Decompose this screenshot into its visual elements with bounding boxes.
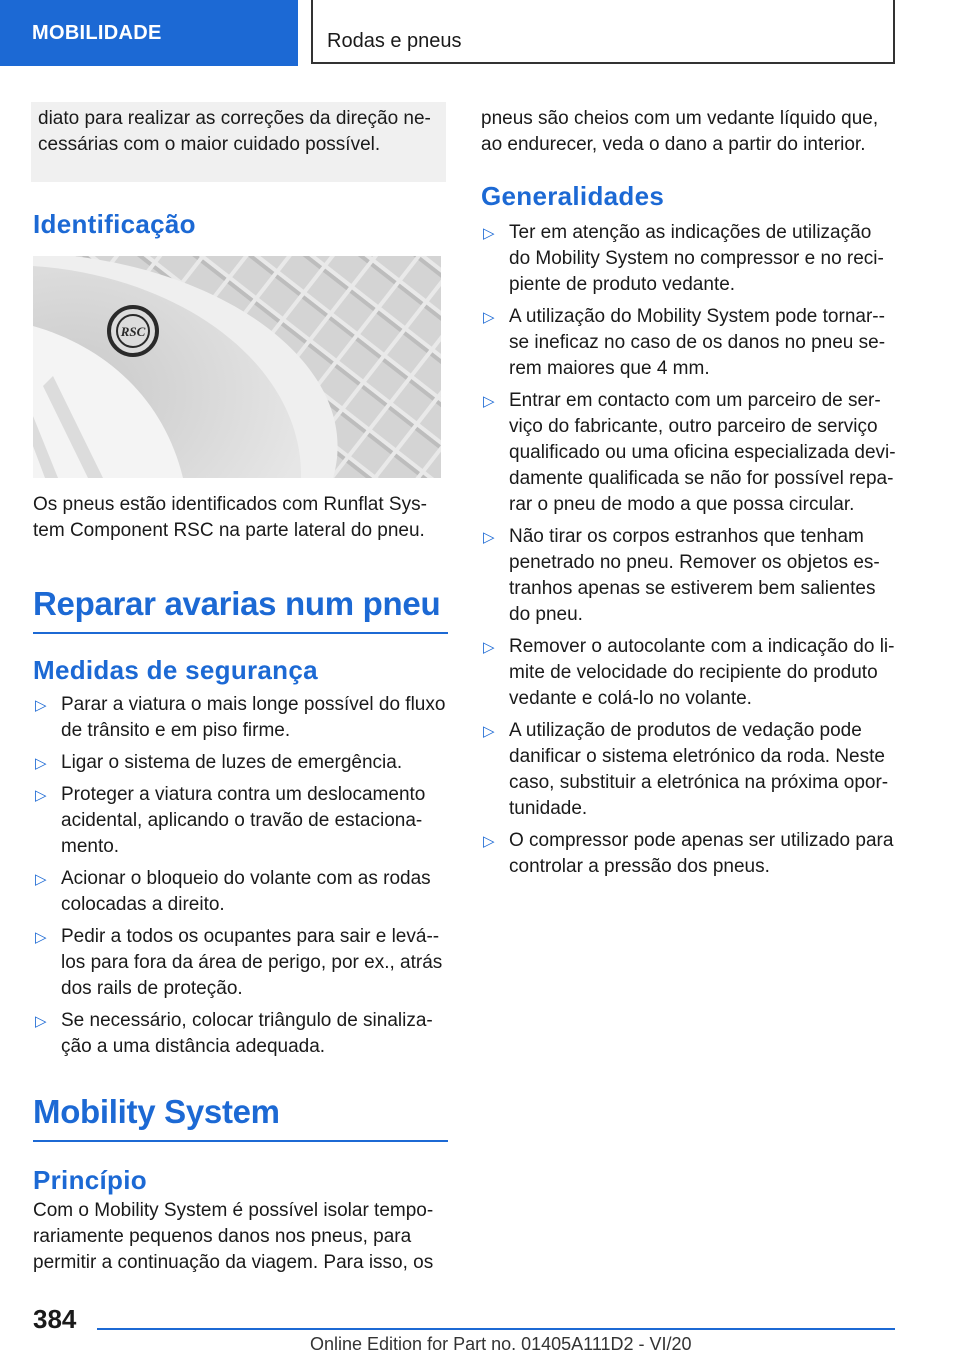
list-item: ▷ Entrar em contacto com um parceiro de ser-viço do fabricante, outro parceiro de serviço qualificado ou uma oficina especializada devi-damente qualificada se não for possível repa-rar o pneu de modo a que possa circular.	[483, 390, 896, 515]
bullet-triangle-icon: ▷	[483, 309, 495, 326]
list-item: ▷ Acionar o bloqueio do volante com as rodas colocadas a direito.	[35, 868, 431, 915]
heading-identification: Identificação	[33, 209, 196, 239]
left-column	[33, 102, 448, 1276]
bullet-triangle-icon: ▷	[35, 697, 47, 714]
heading-repair-tire: Reparar avarias num pneu	[33, 585, 441, 622]
general-list	[481, 220, 896, 880]
page-number: 384	[33, 1304, 77, 1334]
list-item: ▷ Ter em atenção as indicações de utilização do Mobility System no compressor e no reci-piente de produto vedante.	[483, 222, 884, 295]
principle-paragraph: Com o Mobility System é possível isolar tempo-rariamente pequenos danos nos pneus, para permitir a continuação da viagem. Para isso, os	[33, 1200, 434, 1273]
chapter-title: Rodas e pneus	[311, 0, 895, 64]
list-item: ▷ Parar a viatura o mais longe possível do fluxo de trânsito e em piso firme.	[35, 694, 446, 741]
heading-rule	[33, 632, 448, 634]
list-item: ▷ O compressor pode apenas ser utilizado para controlar a pressão dos pneus.	[483, 830, 894, 877]
heading-rule	[33, 1140, 448, 1142]
heading-principle: Princípio	[33, 1165, 147, 1195]
list-item: ▷ Proteger a viatura contra um deslocamento acidental, aplicando o travão de estaciona-mento.	[35, 784, 426, 857]
list-item: ▷ Ligar o sistema de luzes de emergência.	[33, 750, 448, 776]
section-tab: MOBILIDADE	[0, 0, 298, 66]
bullet-triangle-icon: ▷	[483, 225, 495, 242]
bullet-triangle-icon: ▷	[35, 1013, 47, 1030]
identification-paragraph: Os pneus estão identificados com Runflat Sys-tem Component RSC na parte lateral do pneu.	[33, 494, 427, 541]
right-column	[481, 102, 896, 886]
tire-sidewall-image	[33, 256, 441, 478]
bullet-triangle-icon: ▷	[483, 833, 495, 850]
bullet-triangle-icon: ▷	[483, 723, 495, 740]
continuation-paragraph: pneus são cheios com um vedante líquido que, ao endurecer, veda o dano a partir do interior.	[481, 108, 879, 155]
page-header	[0, 0, 960, 66]
list-item: ▷ Remover o autocolante com a indicação do li-mite de velocidade do recipiente do produto vedante e colá-lo no volante.	[483, 636, 895, 709]
safety-list	[33, 692, 448, 1060]
edition-note: Online Edition for Part no. 01405A111D2 - VI/20	[310, 1334, 692, 1354]
bullet-triangle-icon: ▷	[483, 639, 495, 656]
heading-mobility-system: Mobility System	[33, 1093, 280, 1130]
list-item: ▷ A utilização de produtos de vedação pode danificar o sistema eletrónico da roda. Neste caso, substituir a eletrónica na próxima opor-tunidade.	[483, 720, 889, 819]
heading-general: Generalidades	[481, 181, 665, 211]
heading-safety-measures: Medidas de segurança	[33, 655, 318, 685]
bullet-triangle-icon: ▷	[35, 787, 47, 804]
bullet-triangle-icon: ▷	[35, 929, 47, 946]
note-box: diato para realizar as correções da direção ne-cessárias com o maior cuidado possível.	[31, 102, 446, 182]
bullet-triangle-icon: ▷	[35, 871, 47, 888]
rsc-logo-text: RSC	[120, 324, 146, 339]
list-item: ▷ Se necessário, colocar triângulo de sinaliza-ção a uma distância adequada.	[35, 1010, 433, 1057]
list-item: ▷ Não tirar os corpos estranhos que tenham penetrado no pneu. Remover os objetos es-tranhos apenas se estiverem bem salientes do pneu.	[483, 526, 880, 625]
bullet-triangle-icon: ▷	[483, 393, 495, 410]
bullet-triangle-icon: ▷	[483, 529, 495, 546]
list-item: ▷ A utilização do Mobility System pode tornar--se ineficaz no caso de os danos no pneu se-rem maiores que 4 mm.	[483, 306, 886, 379]
list-item: ▷ Pedir a todos os ocupantes para sair e levá--los para fora da área de perigo, por ex., atrás dos rails de proteção.	[35, 926, 443, 999]
bullet-triangle-icon: ▷	[35, 755, 47, 772]
footer-rule	[97, 1328, 895, 1330]
